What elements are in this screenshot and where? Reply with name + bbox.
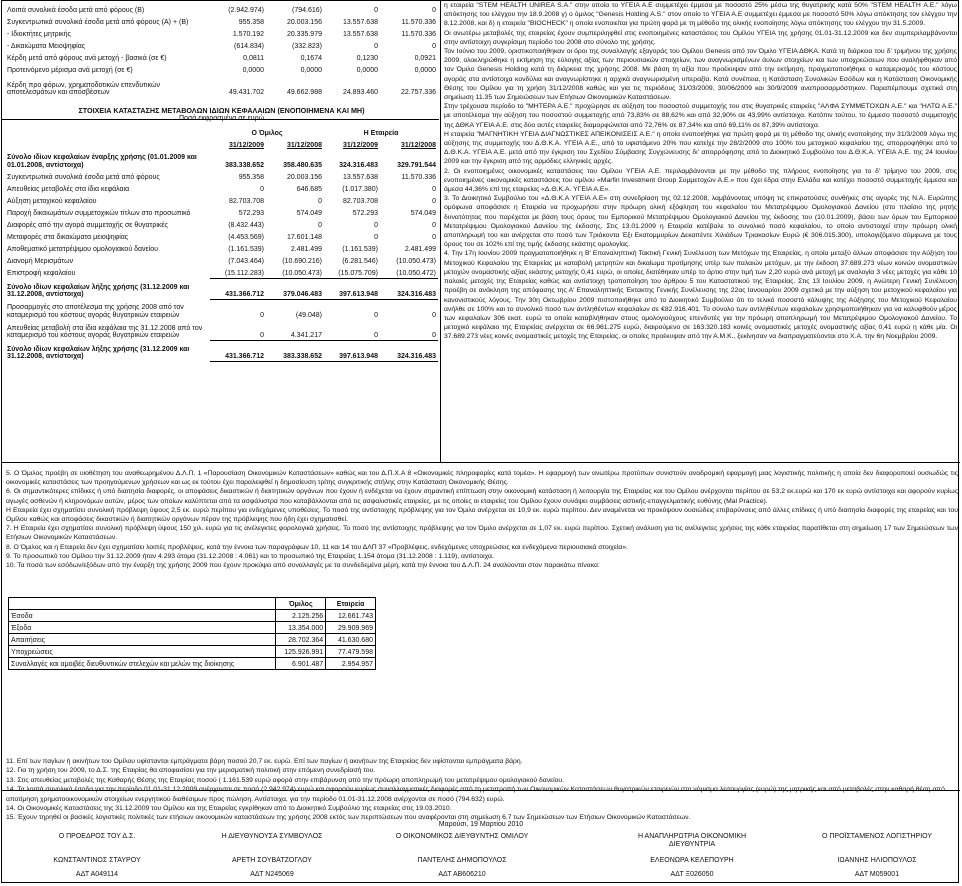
cell-value: 24.893.460 — [342, 89, 378, 97]
cell-value: 20.335.979 — [286, 31, 322, 39]
related-party-table — [8, 597, 376, 670]
row-label: Συγκεντρωτικά συνολικά έσοδα μετά από φόρους (Α) + (Β) — [7, 19, 189, 27]
cell-value: 77.479.598 — [326, 646, 376, 658]
cell-value: 0 — [432, 221, 436, 229]
table-row — [5, 242, 438, 254]
cell-value: (1.161.539) — [228, 245, 264, 253]
row-label: Επιστροφή κεφαλαίου — [7, 270, 76, 278]
cell-value: 955.358 — [238, 19, 264, 27]
notes-continued — [6, 757, 958, 823]
equity-subtitle: Ποσά εκφρασμένα σε ευρώ — [178, 114, 265, 122]
cell-value: 20.003.156 — [286, 173, 322, 181]
row-label: Αύξηση μετοχικού κεφαλαίου — [7, 197, 97, 205]
table-row — [5, 254, 438, 266]
cell-value: 17.601.148 — [286, 233, 322, 241]
cell-value: 0 — [318, 221, 322, 229]
paragraph: Η εταιρεία "ΜΑΓΝΗΤΙΚΗ ΥΓΕΙΑ ΔΙΑΓΝΩΣΤΙΚΕΣ ΑΠΕΙΚΟΝΙΣΕΙΣ Α.Ε." η οποία ενοποιήθηκε για πρώτη φορά με τη μέθοδο της ολικής ενοποίησης την 31/3/2009 λόγω της αύξησης της συμμετοχής του Δ.Θ.Κ.Α. ΥΓΕΙΑ Α.Ε., από το υφιστάμενο 20% που κατείχε την 28/2/2009 στο 100% του μετοχικού κεφαλαίου της, απορροφήθηκε από το Δ.Θ.Κ.Α. ΥΓΕΙΑ Α.Ε. μετά από την έγκριση του Σχεδίου Σύμβασης Συγχώνευσης δι' απορρόφησης από το Διοικητικό Συμβούλιο του Δ.Θ.Κ.Α. ΥΓΕΙΑ Α.Ε. της 24 Ιουνίου 2009 και την έγκριση από της αρμόδιες ελληνικές αρχές. — [444, 130, 957, 166]
paragraph: 4. Την 17η Ιουνίου 2009 πραγματοποιήθηκε η Β' Επαναληπτική Τακτική Γενική Συνέλευση των Μετόχων της Εταιρείας, η οποία μεταξύ άλλων αποφάσισε την Αύξηση του Μετοχικού Κεφαλαίου της Εταιρείας με καταβολή μετρητών και δικαίωμα προτίμησης υπέρ των παλαιών μετόχων, με την έκδοση 37.689.273 νέων κοινών ονομαστικών μετοχών ονομαστικής αξίας εκάστης μετοχής 0,41 ευρώ, οι οποίες διατέθηκαν υπέρ το άρτιο στην τιμή των 2,20 ευρώ ανά μετοχή με αναλογία 3 νέες μετοχές για κάθε 10 παλαιές μετοχές της Εταιρείας καθώς και αντίστοιχη τροποποίηση του άρθρου 5 του Καταστατικού της Εταιρείας. Στις 13 Ιουλίου 2009, η Ανώτερη Γενική Συνέλευση προέβη σε ανάκληση της απόφασης της Α' Επαναληπτικής Έκτακτης Γενικής Συνέλευσης της 22ας Ιανουαρίου 2009 σχετικά με την αύξηση του μετοχικού κεφαλαίου για κανονιστικούς λόγους. Την 30η Οκτωβρίου 2009 πιστοποιήθηκε από το Διοικητικό Συμβούλιο ότι το τελικό ποσοστό κάλυψης της Αύξησης του Μετοχικού Κεφαλαίου ανήλθε σε 100% και το συνολικό ποσό των αντληθέντων κεφαλαίων σε €82.916.401. Το σύνολο των αντληθέντων κεφαλαίων χρησιμοποιήθηκαν για να καλυφθούν μέρος των κεφαλαίων 306 εκατ. ευρώ τα οποία καταβλήθηκαν στους ομολογιούχους επενδυτές για την πρόωρη αποπληρωμή του Μετατρέψιμου Ομολογιακού Δανείου. Το μετοχικό κεφάλαιο της Εταιρείας ανέρχεται σε 66.961.275 ευρώ, διαιρούμενο σε 163.320.183 κοινές ονομαστικές μετοχές ονομαστικής αξίας 0,41 ευρώ η κάθε μία. Οι 37.689.273 νέες κοινές ονομαστικές μετοχές της Εταιρείας, οι οποίες προέκυψαν από την Α.Μ.Κ., ξεκίνησαν να διαπραγματεύονται στο Χ.Α. την 6η Νοεμβρίου 2009. — [444, 250, 957, 341]
note-paragraph: 11. Επί των παγίων ή ακινήτων του Ομίλου υφίστανται εμπράγματα βάρη ποσού 20,7 εκ. ευρώ. Επί των παγίων ή ακινήτων της Εταιρείας δεν υφίστανται εμπράγματα βάρη. — [6, 758, 523, 765]
signatory-id: ΑΔΤ Ν245069 — [250, 871, 294, 878]
document-frame — [1, 0, 959, 883]
cell-value: 22.757.336 — [400, 89, 436, 97]
col-header: 31/12/2008 — [400, 141, 436, 149]
cell-value: 0 — [432, 197, 436, 205]
row-label: Παροχή δικαιωμάτων συμμετοχικών τίτλων στο προσωπικό — [7, 209, 191, 217]
cell-value: 28.702.364 — [276, 634, 326, 646]
cell-value: 13.354.000 — [276, 622, 326, 634]
table-row — [9, 610, 376, 622]
cell-value: 0,1230 — [356, 55, 378, 63]
cell-value: 574.049 — [296, 209, 322, 217]
cell-value: 0 — [432, 7, 436, 15]
row-label: Αποθεματικό μετατρέψιμου ομολογιακού δανείου — [7, 245, 158, 253]
row-label: Σύνολο ιδίων κεφαλαίων λήξης χρήσης (31.12.2009 και 31.12.2008, αντίστοιχα) — [7, 345, 190, 361]
cell-value: 0 — [432, 311, 436, 319]
header-blank — [9, 598, 276, 610]
cell-value: (10.690.216) — [282, 257, 322, 265]
paragraph: Στην τρέχουσα περίοδο το "ΜΗΤΕΡΑ Α.Ε." προχώρησε σε αύξηση του ποσοστού συμμετοχής του στις θυγατρικές εταιρείες "ΑΛΦΑ ΣΥΜΜΕΤΟΧΩΝ Α.Ε." και "ΗΛΤΩ Α.Ε." με αποτέλεσμα την αύξηση του ποσοστού συμμετοχής από 73,83% σε 88,62% και από 32,90% σε 43,99% αντίστοιχα. Κατόπιν τούτου, το έμμεσο ποσοστό συμμετοχής της ΔΘΚΑ ΥΓΕΙΑ Α.Ε. στις δύο αυτές εταιρείες διαμορφώνεται από 72,76% σε 87,34% και από 69,11% σε 87,39% αντίστοιχα. — [444, 103, 957, 129]
cell-value: (4.453.569) — [228, 233, 264, 241]
table-row — [5, 230, 438, 242]
table-row — [5, 194, 438, 206]
cell-value: 646.685 — [296, 185, 322, 193]
signatory-id: ΑΔΤ Ξ026050 — [670, 871, 714, 878]
cell-value: 0 — [374, 43, 378, 51]
cell-value: 11.570.336 — [401, 173, 436, 181]
cell-value: 41.630.680 — [326, 634, 376, 646]
table-row — [5, 182, 438, 194]
row-label: Απαιτήσεις — [9, 634, 276, 646]
signatory-name: ΚΩΝΣΤΑΝΤΙΝΟΣ ΣΤΑΥΡΟΥ — [53, 857, 141, 864]
note-paragraph: 14. Οι Οικονομικές Καταστάσεις της 31.12.2009 του Ομίλου και της Εταιρείας εγκρίθηκαν από το Διοικητικό Συμβούλιο της εταιρείας στις 19.03.2010. — [6, 805, 452, 813]
section-divider — [2, 462, 960, 463]
signatory-name: ΑΡΕΤΗ ΣΟΥΒΑΤΖΟΓΛΟΥ — [232, 857, 312, 864]
cell-value: 431.366.712 — [210, 278, 266, 299]
cell-value: (7.043.464) — [228, 257, 264, 265]
cell-value: 11.570.336 — [401, 19, 436, 27]
cell-value: 13.557.638 — [342, 19, 378, 27]
cell-value: 2.954.957 — [326, 658, 376, 670]
table-row — [5, 206, 438, 218]
cell-value: 12.661.743 — [326, 610, 376, 622]
company-header: Η Εταιρεία — [363, 129, 399, 137]
table-row — [5, 278, 438, 299]
row-label: Συγκεντρωτικά συνολικά έσοδα μετά από φόρους — [7, 173, 160, 181]
cell-value: (8.432.443) — [228, 221, 264, 229]
note-paragraph: 9. Το προσωπικό του Ομίλου την 31.12.2009 ήταν 4.293 άτομα (31.12.2008 : 4.061) και το προσωπικό της Εταιρείας 1.154 άτομα (31.12.2008 : 1.119), αντίστοιχα. — [6, 552, 494, 560]
paragraph: Τον Ιούνιο του 2009, οριστικοποιήθηκαν οι όροι της συναλλαγής εξαγοράς του Ομίλου Genesis από τον Όμιλο ΥΓΕΙΑ ΔΘΚΑ. Κατά τη διάρκεια του δ' τριμήνου της χρήσης 2009, ολοκληρώθηκε η εκτίμηση της εύλογης αξίας των περιουσιακών στοιχείων, των αναγνωρισμένων άυλων στοιχείων και των υποχρεώσεων που αναλήφθηκαν από τον Όμιλο Genesis Holding κατά τη διάρκεια της χρήσης 2008. Με βάση τη αξία που προέκυψαν από την εκτίμηση, πραγματοποιήθηκε ο καταμερισμός του κόστους αγοράς στα αντίστοιχα κονδύλια και αναγνωρίστηκε η αρχικά αναγνωρισμένη υπεραξία. Κατά συνέπεια, η Κατάσταση Συνολικών Εσόδων και η Κατάσταση Οικονομικής Θέσης του Ομίλου για τη χρήση 31/12/2008 καθώς και για τις περιόδους 31/03/2009, 30/06/2009 και 30/9/2009 αναπροσαρμόστηκαν. Παραπέμπουμε σχετικά στη σημείωση 11.35 των Σημειώσεων των Ετήσιων Οικονομικών Καταστάσεων. — [444, 48, 957, 102]
paragraph: 3. Το Διοικητικό Συμβούλιο του «Δ.Θ.Κ.Α ΥΓΕΙΑ Α.Ε» στη συνεδρίαση της 02.12.2008, λαμβάνοντας υπόψη τις επικρατούσες συνθήκες στις αγορές της Ν.Α. Ευρώπης ομόφωνα αποφάσισε η Εταιρεία να προχωρήσει στην πρόωρη ολική εξόφληση του κεφαλαίου του Μετατρέψιμου Ομολογιακού Δανείου (στο πλαίσιο της ρητής δυνατότητας που παρέχεται με βάση τους όρους του Εμπορικού Μετατρέψιμου Ομολογιακού Δανείου της έκδοσης του (10.01.2009), βάσει των όρων του Εμπορικού Μετατρέψιμου Ομολογιακού Δανείου της έκδοσης. Στις 13.01.2009 η Εταιρεία κατέβαλε το συνολικό ποσό κεφαλαίου, το οποίο αντιστοιχεί στην πρόωρη ολική αποπληρωμή του και ανέρχεται στο ποσό των Τριάκοντα Έξι Εκατομμυρίων Δεκαπέντε Χιλιάδων Τριακοσίων Ευρώ (€ 306.015.300), υπολογιζόμενο σύμφωνα με τους όρους του σε 102% επί της τιμής έκδοσης εκάστης ομολογίας. — [444, 195, 957, 249]
cell-value: 4.341.217 — [290, 331, 322, 339]
note-paragraph: 6. Οι σημαντικότερες επίδικες ή υπό διαιτησία διαφορές, οι αποφάσεις δικαστικών ή διαιτητικών οργάνων που έχουν ή ενδέχεται να έχουν σημαντική επίπτωση στην οικονομική κατάσταση ή λειτουργία της Εταιρείας και του Ομίλου ανέρχονται περίπου σε 53,2 εκ.ευρώ και 170 εκ ευρώ αντίστοιχα και αφορούν κυρίως αγωγές ασθενών ή κληρονόμων αυτών, μέρος των οποίων καλύπτεται από τα ασφάλιστρα που καταβάλλονται από τις ασφαλιστικές εταιρείες, με τις οποίες οι εταιρείες του Ομίλου έχουν συνάψει συμβάσεις αστικής-επαγγελματικής ευθύνης (Mal Practice). — [6, 488, 958, 505]
income-summary-table — [5, 3, 438, 97]
cell-value: 0,0000 — [356, 67, 378, 75]
right-column-text — [444, 1, 957, 342]
cell-value: 82.703.708 — [342, 197, 378, 205]
cell-value: 324.316.483 — [380, 340, 438, 361]
note-paragraph: 8. Ο Όμιλος και η Εταιρεία δεν έχει σχηματίσει λοιπές προβλέψεις, κατά την έννοια των παραγράφων 10, 11 και 14 του ΔΛΠ 37 «Προβλέψεις, ενδεχόμενες υποχρεώσεις και ενδεχόμενα περιουσιακά στοιχεία». — [6, 543, 628, 551]
row-label: Σύνολο ιδίων κεφαλαίων έναρξης χρήσης (01.01.2009 και 01.01.2008, αντίστοιχα) — [7, 154, 197, 169]
row-label: Απευθείας μεταβολές στα ίδια κεφάλαια — [7, 185, 130, 193]
row-label: Συναλλαγές και αμοιβές διευθυντικών στελεχών και μελών της διοίκησης — [9, 658, 276, 670]
note-paragraph: 13. Στις απευθείας μεταβολές της Καθαρής Θέσης της Εταιρίας ποσού ( 1.161.539 ευρώ αφορά στην επιβάρυνση από την πρόωρη αποπληρωμή του μετατρέψιμου ομολογιακού δανείου. — [6, 776, 565, 784]
cell-value: 125.926.991 — [276, 646, 326, 658]
signature-date: Μαρούσι, 19 Μαρτίου 2010 — [438, 821, 524, 828]
row-label: Διανομή Μερισμάτων — [7, 257, 74, 265]
cell-value: (10.050.472) — [396, 269, 436, 277]
cell-value: 0 — [318, 197, 322, 205]
table-row — [5, 15, 438, 27]
cell-value: 2.125.256 — [276, 610, 326, 622]
cell-value: 0 — [432, 331, 436, 339]
cell-value: 379.046.483 — [266, 278, 324, 299]
table-row — [5, 39, 438, 51]
cell-value: (15.075.709) — [338, 269, 378, 277]
row-label: Μεταφορές στα δικαιώματα μειοψηφίας — [7, 233, 129, 241]
row-label: Έξοδα — [9, 622, 276, 634]
table-row — [5, 266, 438, 279]
cell-value: 0 — [260, 311, 264, 319]
cell-value: 324.316.483 — [380, 278, 438, 299]
signatory-id: ΑΔΤ Α049114 — [75, 871, 119, 878]
cell-value: 1.570.192 — [232, 31, 264, 39]
cell-value: 6.901.487 — [276, 658, 326, 670]
cell-value: 0,0000 — [242, 67, 264, 75]
notes-section — [6, 469, 958, 570]
table-header-row — [9, 598, 376, 610]
cell-value: (1.161.539) — [342, 245, 378, 253]
signatory-role: Ο ΠΡΟΪΣΤΑΜΕΝΟΣ ΛΟΓΙΣΤΗΡΙΟΥ — [821, 833, 933, 840]
cell-value: (614.834) — [234, 43, 264, 51]
table-row — [5, 63, 438, 75]
row-label: Προσαρμογές στο αποτέλεσμα της χρήσης 2008 από τον καταμερισμό του κόστους αγοράς θυγατρικών εταιρειών — [7, 304, 184, 319]
row-label: Έσοδα — [9, 610, 276, 622]
paragraph: η εταιρεία "STEM HEALTH UNIREA S.A." στην οποία το ΥΓΕΙΑ Α.Ε συμμετέχει έμμεσα με ποσοστό 25% μέσω της θυγατρικής κατά 50% "STEM HEALTH Α.Ε." λόγω απόκτησης του ελέγχου την 18.9.2008 γ) ο όμιλος "Genesis Holding A.S." στον οποίο το ΥΓΕΙΑ Α.Ε συμμετέχει έμμεσα με ποσοστό 50% λόγω απόκτησης τον ελέγχου την 8.12.2008, και δ) η εταιρεία "BIOCHECK" η οποία ενοποιείται για πρώτη φορά με τη μέθοδο της ολικής ενοποίησης λόγω απόκτησης του ελέγχου την 31.5.2009. — [444, 2, 957, 28]
table-row — [5, 218, 438, 230]
row-label: - Δικαιώματα Μειοψηφίας — [7, 43, 86, 51]
table-row — [9, 634, 376, 646]
cell-value: 20.003.156 — [286, 19, 322, 27]
table-row — [5, 340, 438, 361]
cell-value: 397.613.948 — [324, 340, 380, 361]
row-label: Κέρδη προ φόρων, χρηματοδοτικών επενδυτικών αποτελεσμάτων και αποσβέσεων — [7, 81, 160, 97]
table-row — [5, 320, 438, 341]
cell-value: 11.570.336 — [401, 31, 436, 39]
cell-value: 572.293 — [238, 209, 264, 217]
note-paragraph: 7. Η Εταιρεία έχει σχηματίσει συνολική πρόβλεψη ύψους 150 χιλ. ευρώ για τις ανέλεγκτες φορολογικά χρήσεις. Το ποσό της αντίστοιχης πρόβλεψης για τον Όμιλο ανέρχεται σε 1,07 εκ. ευρώ περίπου. Σχετική ανάλυση για τις ανέλεγκτες χρήσεις της κάθε εταιρείας παρατίθεται στη σημείωση 17 των Σημειώσεων των Ετήσιων Οικονομικών Καταστάσεων. — [6, 525, 958, 542]
note-paragraph: Η Εταιρεία έχει σχηματίσει συνολική πρόβλεψη ύψους 2,5 εκ. ευρώ περίπου για ενδεχόμενες υποθέσεις. Το ποσό της αντίστοιχης πρόβλεψης για τον Όμιλο ανέρχεται σε 10,9 εκ. ευρώ περίπου. Δεν αναμένεται να προκύψουν ουσιώδεις επιβαρύνσεις από άλλες επίδικες ή υπό διαιτησία διαφορές της εταιρείας και του Ομίλου καθώς και αποφάσεις δικαστικών ή διαιτητικών οργάνων πέραν της πρόβλεψης που ήδη έχει σχηματισθεί. — [6, 506, 958, 524]
signatory-role: Η ΑΝΑΠΛΗΡΩΤΡΙΑ ΟΙΚΟΝΟΜΙΚΗ ΔΙΕΥΘΥΝΤΡΙΑ — [637, 833, 747, 848]
signatory-id: ΑΔΤ ΑΒ606210 — [438, 871, 486, 878]
note-paragraph: 10. Τα ποσά των εσόδων/εξόδων από την έναρξη της χρήσης 2009 που έχουν προκύψει από συναλλαγές με τα συνδεδεμένα μέρη, κατά την έννοια του Δ.Λ.Π. 24 αναλύονται στον παρακάτω πίνακα: — [6, 562, 600, 570]
cell-value: (10.050.473) — [282, 269, 322, 277]
table-row — [5, 75, 438, 97]
left-column — [5, 1, 438, 362]
row-label: Κέρδη μετά από φόρους ανά μετοχή - βασικά (σε €) — [7, 55, 167, 63]
cell-value: 358.480.635 — [283, 161, 322, 169]
column-header: Εταιρεία — [326, 598, 376, 610]
cell-value: 82.703.708 — [228, 197, 264, 205]
signatory-role: Ο ΠΡΟΕΔΡΟΣ ΤΟΥ Δ.Σ. — [58, 833, 136, 840]
cell-value: 0 — [432, 185, 436, 193]
cell-value: 0 — [374, 221, 378, 229]
cell-value: (1.017.380) — [342, 185, 378, 193]
cell-value: 29.909.969 — [326, 622, 376, 634]
cell-value: 955.358 — [238, 173, 264, 181]
table-row — [9, 622, 376, 634]
cell-value: 324.316.483 — [339, 161, 378, 169]
table-row — [5, 299, 438, 320]
column-divider — [440, 1, 441, 462]
table-row — [5, 27, 438, 39]
cell-value: 0,1674 — [300, 55, 322, 63]
cell-value: 0 — [374, 233, 378, 241]
cell-value: 383.338.652 — [266, 340, 324, 361]
table-row — [9, 646, 376, 658]
row-label: Απευθείας μεταβολή στα ίδια κεφάλαια της 31.12.2008 από τον καταμερισμό του κόστους αγοράς θυγατρικών εταιρειών — [7, 324, 203, 340]
cell-value: (2.942.974) — [228, 7, 264, 15]
signatory-name: ΕΛΕΟΝΩΡΑ ΚΕΛΕΠΟΥΡΗ — [650, 857, 734, 864]
cell-value: 0,0921 — [414, 55, 436, 63]
note-paragraph: 5. Ο Όμιλος προέβη σε υιοθέτηση του αναθεωρημένου Δ.Λ.Π. 1 «Παρουσίαση Οικονομικών Καταστάσεων» καθώς και του Δ.Π.Χ.Α 8 «Οικονομικές πληροφορίες κατά τομέα». Η εφαρμογή των ανωτέρω προτύπων συνιστούν αναδρομική εφαρμογή μιας λογιστικής πολιτικής η οποία δεν διαφοροποιεί ουσιωδώς τις οικονομικές καταστάσεις των προηγούμενων χρήσεων και ως εκ τούτου έχει παραλειφθεί η δημοσίευση τρίτης συγκριτικής στήλης στην Κατάσταση Οικονομικής Θέσης. — [6, 470, 958, 487]
row-label: Προτεινόμενο μέρισμα ανά μετοχή (σε €) — [7, 67, 133, 75]
signatory-role: Ο ΟΙΚΟΝΟΜΙΚΟΣ ΔΙΕΥΘΥΝΤΗΣ ΟΜΙΛΟΥ — [395, 833, 529, 840]
column-header: Όμιλος — [276, 598, 326, 610]
cell-value: (332.823) — [292, 43, 322, 51]
row-label: Σύνολο ιδίων κεφαλαίων λήξης χρήσης (31.12.2009 και 31.12.2008, αντίστοιχα) — [7, 283, 190, 299]
table-row — [5, 3, 438, 15]
cell-value: 0,0811 — [243, 55, 264, 63]
cell-value: 383.338.652 — [225, 161, 264, 169]
cell-value: 13.557.638 — [342, 173, 378, 181]
cell-value: 0,0000 — [300, 67, 322, 75]
cell-value: (49.048) — [295, 311, 322, 319]
note-paragraph: 12. Για τη χρήση του 2009, το Δ.Σ. της Εταιρίας θα αποφασίσει για την μερισματική πολιτική στην επόμενη συνεδρίασή του. — [6, 767, 376, 775]
cell-value: 572.293 — [352, 209, 378, 217]
cell-value: 0 — [432, 43, 436, 51]
row-label: - Ιδιοκτήτες μητρικής — [7, 31, 71, 39]
group-header: Ο Όμιλος — [251, 129, 283, 137]
cell-value: 2.481.499 — [290, 245, 322, 253]
cell-value: 13.557.638 — [342, 31, 378, 39]
table-row — [5, 170, 438, 182]
cell-value: (15.112.283) — [224, 269, 264, 277]
cell-value: 0 — [374, 7, 378, 15]
cell-value: 0,0000 — [414, 67, 436, 75]
cell-value: 0 — [260, 185, 264, 193]
cell-value: 0 — [374, 311, 378, 319]
cell-value: 574.049 — [410, 209, 436, 217]
row-label: Λοιπά συνολικά έσοδα μετά από φόρους (Β) — [7, 7, 145, 15]
cell-value: 431.366.712 — [210, 340, 266, 361]
signatory-role: Η ΔΙΕΥΘΥΝΟΥΣΑ ΣΥΜΒΟΥΛΟΣ — [221, 833, 323, 840]
col-header: 31/12/2008 — [286, 141, 322, 149]
cell-value: (6.281.546) — [342, 257, 378, 265]
paragraph: 2. Οι ενοποιημένες οικονομικές καταστάσεις του Ομίλου ΥΓΕΙΑ Α.Ε. περιλαμβάνονται με την μέθοδο της πλήρους ενοποίησης για το δ' τρίμηνο του 2009, στις ενοποιημένες οικονομικές καταστάσεις του ομίλου «Marfin Investment Group Συμμετοχών Α.Ε.» που έχει έδρα στην Ελλάδα και κατέχει ποσοστό συμμετοχής έμμεσα και άμεσα 44,36% επί της εταιρείας «Δ.Θ.Κ.Α. ΥΓΕΙΑ Α.Ε». — [444, 167, 957, 194]
equity-title: ΣΤΟΙΧΕΙΑ ΚΑΤΑΣΤΑΣΗΣ ΜΕΤΑΒΟΛΩΝ ΙΔΙΩΝ ΚΕΦΑΛΑΙΩΝ (ΕΝΟΠΟΙΗΜΕΝΑ ΚΑΙ ΜΗ) — [78, 106, 365, 115]
col-header: 31/12/2009 — [228, 141, 264, 149]
table-row — [5, 150, 438, 170]
cell-value: (794.616) — [292, 7, 322, 15]
signatory-id: ΑΔΤ Μ059001 — [854, 871, 900, 878]
note-paragraph: 14. Τα λοιπά συνολικά έσοδα για την περίοδο 01.01-31.12.2009 ανέρχονται σε ποσό (2.942.974) ευρώ και αφορούν κυρίως συναλλαγματικές διαφορές από τη μετατροπή των Οικονομικών Καταστάσεων θυγατρικών εταιρειών στο νόμισμα λειτουργίας (ευρώ) της μητρικής και από μεταβολές στην καθαρή θέση από αποτίμηση χρηματοοικονομικών στοιχείων ενεργητικού διαθέσιμων προς πώληση. Αντίστοιχα, για την περίοδο 01.01-31.12.2008 ανέρχονται σε ποσό (794.632) ευρώ. — [6, 786, 945, 803]
cell-value: 397.613.948 — [324, 278, 380, 299]
table-row — [5, 51, 438, 63]
cell-value: 329.791.544 — [397, 161, 436, 169]
signatory-name: ΙΩΑΝΝΗΣ ΗΛΙΟΠΟΥΛΟΣ — [837, 857, 917, 864]
signatory-name: ΠΑΝΤΕΛΗΣ ΔΗΜΟΠΟΥΛΟΣ — [417, 857, 507, 864]
col-header: 31/12/2009 — [342, 141, 378, 149]
paragraph: Οι ανωτέρω μεταβολές της εταιρείας έχουν συμπεριληφθεί στις ενοποιημένες καταστάσεις του Ομίλου ΥΓΕΙΑ της χρήσης 01.01-31.12.2009 και δεν συμπεριλαμβάνονται στην αντίστοιχη συγκρίσιμη περίοδο του 2008 στο σύνολο της χρήσης. — [444, 29, 957, 46]
table-row — [9, 658, 376, 670]
row-label: Υποχρεώσεις — [9, 646, 276, 658]
cell-value: 0 — [374, 331, 378, 339]
cell-value: 0 — [432, 233, 436, 241]
equity-table — [5, 126, 438, 362]
row-label: Διαφορές από την αγορά συμμετοχής σε θυγατρικές — [7, 221, 168, 229]
cell-value: 0 — [260, 331, 264, 339]
note-paragraph: 15. Έχουν τηρηθεί οι βασικές λογιστικές πολιτικές των ετήσιων οικονομικών καταστάσεων της χρήσης 2008 εκτός των περιπτώσεων που αναφέρονται στη σημείωση 6.7 των Σημειώσεων των Ετήσιων Οικονομικών Καταστάσεων. — [6, 814, 691, 822]
cell-value: 49.662.988 — [286, 89, 322, 97]
cell-value: (10.050.473) — [396, 257, 436, 265]
cell-value: 2.481.499 — [404, 245, 436, 253]
cell-value: 49.431.702 — [228, 89, 264, 97]
